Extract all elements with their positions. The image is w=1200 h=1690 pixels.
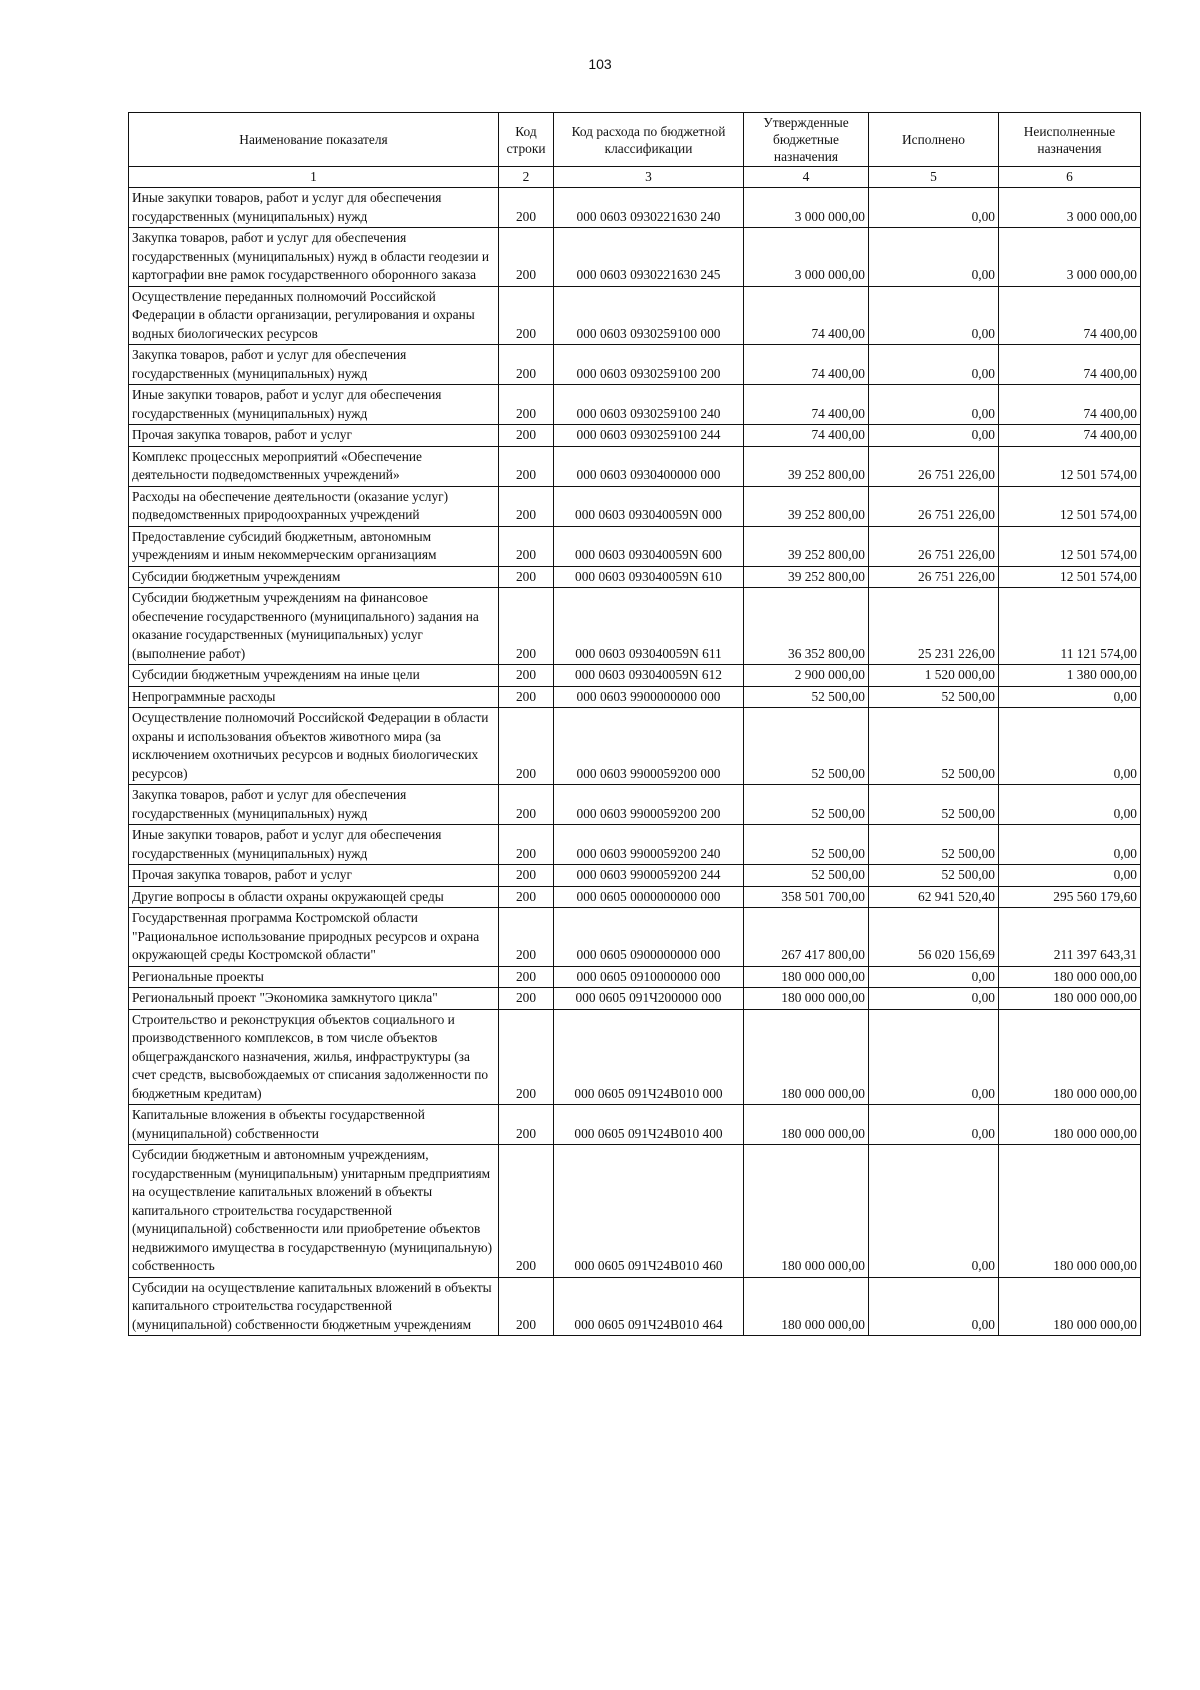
table-row bbox=[129, 425, 1141, 447]
column-number: 1 bbox=[129, 167, 499, 188]
row-classification-cell: 000 0605 0900000000 000 bbox=[554, 908, 744, 967]
header-classification: Код расхода по бюджетной классификации bbox=[554, 113, 744, 167]
table-row bbox=[129, 1105, 1141, 1145]
row-code-cell: 200 bbox=[499, 385, 554, 425]
column-number: 5 bbox=[869, 167, 999, 188]
row-code-cell: 200 bbox=[499, 446, 554, 486]
row-approved-cell: 74 400,00 bbox=[744, 286, 869, 345]
row-code-cell: 200 bbox=[499, 908, 554, 967]
row-name-cell: Прочая закупка товаров, работ и услуг bbox=[129, 425, 499, 447]
row-unexecuted-cell: 0,00 bbox=[999, 686, 1141, 708]
table-row bbox=[129, 665, 1141, 687]
row-code-cell: 200 bbox=[499, 988, 554, 1010]
column-number: 6 bbox=[999, 167, 1141, 188]
row-approved-cell: 36 352 800,00 bbox=[744, 588, 869, 665]
row-unexecuted-cell: 180 000 000,00 bbox=[999, 1277, 1141, 1336]
row-approved-cell: 39 252 800,00 bbox=[744, 486, 869, 526]
row-code-cell: 200 bbox=[499, 1277, 554, 1336]
row-approved-cell: 74 400,00 bbox=[744, 345, 869, 385]
row-approved-cell: 52 500,00 bbox=[744, 785, 869, 825]
row-code-cell: 200 bbox=[499, 425, 554, 447]
row-classification-cell: 000 0603 9900059200 000 bbox=[554, 708, 744, 785]
row-approved-cell: 39 252 800,00 bbox=[744, 566, 869, 588]
row-unexecuted-cell: 3 000 000,00 bbox=[999, 188, 1141, 228]
row-approved-cell: 180 000 000,00 bbox=[744, 1105, 869, 1145]
table-row bbox=[129, 886, 1141, 908]
row-executed-cell: 62 941 520,40 bbox=[869, 886, 999, 908]
row-executed-cell: 0,00 bbox=[869, 188, 999, 228]
row-approved-cell: 180 000 000,00 bbox=[744, 966, 869, 988]
row-code-cell: 200 bbox=[499, 1009, 554, 1105]
table-row bbox=[129, 228, 1141, 287]
row-unexecuted-cell: 0,00 bbox=[999, 865, 1141, 887]
table-row bbox=[129, 825, 1141, 865]
row-code-cell: 200 bbox=[499, 886, 554, 908]
row-code-cell: 200 bbox=[499, 708, 554, 785]
budget-execution-table bbox=[128, 112, 1141, 1336]
row-unexecuted-cell: 12 501 574,00 bbox=[999, 566, 1141, 588]
row-name-cell: Закупка товаров, работ и услуг для обеспечения государственных (муниципальных) нужд bbox=[129, 785, 499, 825]
row-classification-cell: 000 0603 0930259100 240 bbox=[554, 385, 744, 425]
row-approved-cell: 180 000 000,00 bbox=[744, 1145, 869, 1278]
row-unexecuted-cell: 295 560 179,60 bbox=[999, 886, 1141, 908]
row-code-cell: 200 bbox=[499, 785, 554, 825]
row-name-cell: Закупка товаров, работ и услуг для обеспечения государственных (муниципальных) нужд bbox=[129, 345, 499, 385]
row-classification-cell: 000 0605 091Ч24В010 000 bbox=[554, 1009, 744, 1105]
row-unexecuted-cell: 180 000 000,00 bbox=[999, 1105, 1141, 1145]
row-executed-cell: 26 751 226,00 bbox=[869, 486, 999, 526]
row-classification-cell: 000 0605 091Ч24В010 400 bbox=[554, 1105, 744, 1145]
table-row bbox=[129, 486, 1141, 526]
row-code-cell: 200 bbox=[499, 865, 554, 887]
column-number: 4 bbox=[744, 167, 869, 188]
row-name-cell: Субсидии бюджетным учреждениям bbox=[129, 566, 499, 588]
row-code-cell: 200 bbox=[499, 1145, 554, 1278]
row-approved-cell: 180 000 000,00 bbox=[744, 1277, 869, 1336]
row-code-cell: 200 bbox=[499, 228, 554, 287]
row-classification-cell: 000 0605 0000000000 000 bbox=[554, 886, 744, 908]
row-executed-cell: 0,00 bbox=[869, 286, 999, 345]
row-unexecuted-cell: 74 400,00 bbox=[999, 345, 1141, 385]
row-name-cell: Комплекс процессных мероприятий «Обеспечение деятельности подведомственных учреждений» bbox=[129, 446, 499, 486]
row-name-cell: Непрограммные расходы bbox=[129, 686, 499, 708]
row-approved-cell: 39 252 800,00 bbox=[744, 446, 869, 486]
row-code-cell: 200 bbox=[499, 286, 554, 345]
row-unexecuted-cell: 180 000 000,00 bbox=[999, 988, 1141, 1010]
header-unexecuted: Неисполненные назначения bbox=[999, 113, 1141, 167]
row-executed-cell: 1 520 000,00 bbox=[869, 665, 999, 687]
row-name-cell: Закупка товаров, работ и услуг для обеспечения государственных (муниципальных) нужд в области геодезии и картографии вне рамок государственного оборонного заказа bbox=[129, 228, 499, 287]
table-row bbox=[129, 865, 1141, 887]
row-unexecuted-cell: 211 397 643,31 bbox=[999, 908, 1141, 967]
row-approved-cell: 3 000 000,00 bbox=[744, 188, 869, 228]
row-code-cell: 200 bbox=[499, 588, 554, 665]
row-code-cell: 200 bbox=[499, 825, 554, 865]
row-name-cell: Предоставление субсидий бюджетным, автономным учреждениям и иным некоммерческим организациям bbox=[129, 526, 499, 566]
row-unexecuted-cell: 1 380 000,00 bbox=[999, 665, 1141, 687]
row-unexecuted-cell: 12 501 574,00 bbox=[999, 486, 1141, 526]
row-approved-cell: 3 000 000,00 bbox=[744, 228, 869, 287]
row-approved-cell: 74 400,00 bbox=[744, 385, 869, 425]
row-executed-cell: 0,00 bbox=[869, 1105, 999, 1145]
row-classification-cell: 000 0603 0930221630 240 bbox=[554, 188, 744, 228]
row-executed-cell: 0,00 bbox=[869, 1145, 999, 1278]
column-number: 2 bbox=[499, 167, 554, 188]
row-executed-cell: 52 500,00 bbox=[869, 825, 999, 865]
row-code-cell: 200 bbox=[499, 1105, 554, 1145]
page-number: 103 bbox=[588, 56, 612, 72]
row-approved-cell: 2 900 000,00 bbox=[744, 665, 869, 687]
header-approved: Утвержденные бюджетные назначения bbox=[744, 113, 869, 167]
row-executed-cell: 26 751 226,00 bbox=[869, 566, 999, 588]
row-executed-cell: 0,00 bbox=[869, 1009, 999, 1105]
row-executed-cell: 25 231 226,00 bbox=[869, 588, 999, 665]
row-classification-cell: 000 0603 093040059N 611 bbox=[554, 588, 744, 665]
row-classification-cell: 000 0603 093040059N 612 bbox=[554, 665, 744, 687]
row-classification-cell: 000 0603 9900059200 240 bbox=[554, 825, 744, 865]
row-unexecuted-cell: 180 000 000,00 bbox=[999, 966, 1141, 988]
row-approved-cell: 267 417 800,00 bbox=[744, 908, 869, 967]
row-name-cell: Региональные проекты bbox=[129, 966, 499, 988]
table-row bbox=[129, 385, 1141, 425]
table-row bbox=[129, 1145, 1141, 1278]
row-executed-cell: 56 020 156,69 bbox=[869, 908, 999, 967]
table-row bbox=[129, 1277, 1141, 1336]
row-classification-cell: 000 0603 0930259100 244 bbox=[554, 425, 744, 447]
table-row bbox=[129, 345, 1141, 385]
row-classification-cell: 000 0603 0930400000 000 bbox=[554, 446, 744, 486]
row-unexecuted-cell: 12 501 574,00 bbox=[999, 446, 1141, 486]
row-name-cell: Другие вопросы в области охраны окружающей среды bbox=[129, 886, 499, 908]
row-code-cell: 200 bbox=[499, 566, 554, 588]
row-unexecuted-cell: 0,00 bbox=[999, 708, 1141, 785]
row-executed-cell: 26 751 226,00 bbox=[869, 446, 999, 486]
row-executed-cell: 52 500,00 bbox=[869, 785, 999, 825]
row-classification-cell: 000 0603 9900059200 200 bbox=[554, 785, 744, 825]
row-unexecuted-cell: 0,00 bbox=[999, 825, 1141, 865]
row-executed-cell: 0,00 bbox=[869, 1277, 999, 1336]
table-row bbox=[129, 1009, 1141, 1105]
table-row bbox=[129, 286, 1141, 345]
row-approved-cell: 358 501 700,00 bbox=[744, 886, 869, 908]
row-executed-cell: 52 500,00 bbox=[869, 865, 999, 887]
column-number-row bbox=[129, 167, 1141, 188]
row-unexecuted-cell: 74 400,00 bbox=[999, 385, 1141, 425]
row-executed-cell: 0,00 bbox=[869, 966, 999, 988]
header-name: Наименование показателя bbox=[129, 113, 499, 167]
row-name-cell: Строительство и реконструкция объектов социального и производственного комплексов, в том числе объектов общегражданского назначения, жилья, инфраструктуры (за счет средств, высвобождаемых от списания задолженности по бюджетным кредитам) bbox=[129, 1009, 499, 1105]
row-unexecuted-cell: 180 000 000,00 bbox=[999, 1145, 1141, 1278]
row-approved-cell: 74 400,00 bbox=[744, 425, 869, 447]
row-classification-cell: 000 0605 091Ч200000 000 bbox=[554, 988, 744, 1010]
table-row bbox=[129, 708, 1141, 785]
row-approved-cell: 52 500,00 bbox=[744, 708, 869, 785]
row-approved-cell: 52 500,00 bbox=[744, 825, 869, 865]
row-executed-cell: 0,00 bbox=[869, 228, 999, 287]
table-row bbox=[129, 966, 1141, 988]
row-classification-cell: 000 0603 093040059N 600 bbox=[554, 526, 744, 566]
row-unexecuted-cell: 12 501 574,00 bbox=[999, 526, 1141, 566]
table-row bbox=[129, 566, 1141, 588]
row-code-cell: 200 bbox=[499, 486, 554, 526]
row-executed-cell: 0,00 bbox=[869, 385, 999, 425]
row-classification-cell: 000 0605 091Ч24В010 460 bbox=[554, 1145, 744, 1278]
table-row bbox=[129, 988, 1141, 1010]
header-code: Код строки bbox=[499, 113, 554, 167]
row-code-cell: 200 bbox=[499, 188, 554, 228]
row-code-cell: 200 bbox=[499, 686, 554, 708]
table-body bbox=[129, 188, 1141, 1336]
row-name-cell: Осуществление переданных полномочий Российской Федерации в области организации, регулирования и охраны водных биологических ресурсов bbox=[129, 286, 499, 345]
row-executed-cell: 26 751 226,00 bbox=[869, 526, 999, 566]
row-classification-cell: 000 0603 093040059N 610 bbox=[554, 566, 744, 588]
row-name-cell: Субсидии на осуществление капитальных вложений в объекты капитального строительства государственной (муниципальной) собственности бюджетным учреждениям bbox=[129, 1277, 499, 1336]
row-name-cell: Государственная программа Костромской области "Рациональное использование природных ресурсов и охрана окружающей среды Костромской области" bbox=[129, 908, 499, 967]
row-name-cell: Прочая закупка товаров, работ и услуг bbox=[129, 865, 499, 887]
row-classification-cell: 000 0603 0930259100 000 bbox=[554, 286, 744, 345]
row-unexecuted-cell: 74 400,00 bbox=[999, 425, 1141, 447]
row-classification-cell: 000 0603 0930259100 200 bbox=[554, 345, 744, 385]
row-classification-cell: 000 0603 0930221630 245 bbox=[554, 228, 744, 287]
table-row bbox=[129, 785, 1141, 825]
row-name-cell: Субсидии бюджетным и автономным учреждениям, государственным (муниципальным) унитарным предприятиям на осуществление капитальных вложений в объекты капитального строительства государственной (муниципальной) собственности или приобретение объектов недвижимого имущества в государственную (муниципальную) собственность bbox=[129, 1145, 499, 1278]
row-executed-cell: 52 500,00 bbox=[869, 708, 999, 785]
row-name-cell: Иные закупки товаров, работ и услуг для обеспечения государственных (муниципальных) нужд bbox=[129, 385, 499, 425]
table-row bbox=[129, 188, 1141, 228]
row-name-cell: Капитальные вложения в объекты государственной (муниципальной) собственности bbox=[129, 1105, 499, 1145]
row-unexecuted-cell: 0,00 bbox=[999, 785, 1141, 825]
row-classification-cell: 000 0605 0910000000 000 bbox=[554, 966, 744, 988]
row-approved-cell: 180 000 000,00 bbox=[744, 1009, 869, 1105]
row-code-cell: 200 bbox=[499, 966, 554, 988]
row-executed-cell: 0,00 bbox=[869, 425, 999, 447]
row-name-cell: Иные закупки товаров, работ и услуг для обеспечения государственных (муниципальных) нужд bbox=[129, 825, 499, 865]
row-approved-cell: 52 500,00 bbox=[744, 865, 869, 887]
row-approved-cell: 52 500,00 bbox=[744, 686, 869, 708]
row-name-cell: Иные закупки товаров, работ и услуг для обеспечения государственных (муниципальных) нужд bbox=[129, 188, 499, 228]
column-number: 3 bbox=[554, 167, 744, 188]
row-unexecuted-cell: 74 400,00 bbox=[999, 286, 1141, 345]
row-executed-cell: 0,00 bbox=[869, 988, 999, 1010]
row-classification-cell: 000 0603 9900059200 244 bbox=[554, 865, 744, 887]
row-classification-cell: 000 0605 091Ч24В010 464 bbox=[554, 1277, 744, 1336]
table-header-row bbox=[129, 113, 1141, 167]
row-code-cell: 200 bbox=[499, 526, 554, 566]
row-name-cell: Региональный проект "Экономика замкнутого цикла" bbox=[129, 988, 499, 1010]
row-classification-cell: 000 0603 093040059N 000 bbox=[554, 486, 744, 526]
row-name-cell: Субсидии бюджетным учреждениям на иные цели bbox=[129, 665, 499, 687]
table-row bbox=[129, 686, 1141, 708]
row-code-cell: 200 bbox=[499, 345, 554, 385]
table-row bbox=[129, 588, 1141, 665]
row-name-cell: Расходы на обеспечение деятельности (оказание услуг) подведомственных природоохранных учреждений bbox=[129, 486, 499, 526]
table-row bbox=[129, 908, 1141, 967]
row-approved-cell: 180 000 000,00 bbox=[744, 988, 869, 1010]
header-executed: Исполнено bbox=[869, 113, 999, 167]
row-unexecuted-cell: 180 000 000,00 bbox=[999, 1009, 1141, 1105]
row-name-cell: Осуществление полномочий Российской Федерации в области охраны и использования объектов животного мира (за исключением охотничьих ресурсов и водных биологических ресурсов) bbox=[129, 708, 499, 785]
row-unexecuted-cell: 11 121 574,00 bbox=[999, 588, 1141, 665]
row-executed-cell: 0,00 bbox=[869, 345, 999, 385]
row-code-cell: 200 bbox=[499, 665, 554, 687]
row-executed-cell: 52 500,00 bbox=[869, 686, 999, 708]
row-unexecuted-cell: 3 000 000,00 bbox=[999, 228, 1141, 287]
table-row bbox=[129, 446, 1141, 486]
row-name-cell: Субсидии бюджетным учреждениям на финансовое обеспечение государственного (муниципального) задания на оказание государственных (муниципальных) услуг (выполнение работ) bbox=[129, 588, 499, 665]
row-classification-cell: 000 0603 9900000000 000 bbox=[554, 686, 744, 708]
row-approved-cell: 39 252 800,00 bbox=[744, 526, 869, 566]
table-row bbox=[129, 526, 1141, 566]
